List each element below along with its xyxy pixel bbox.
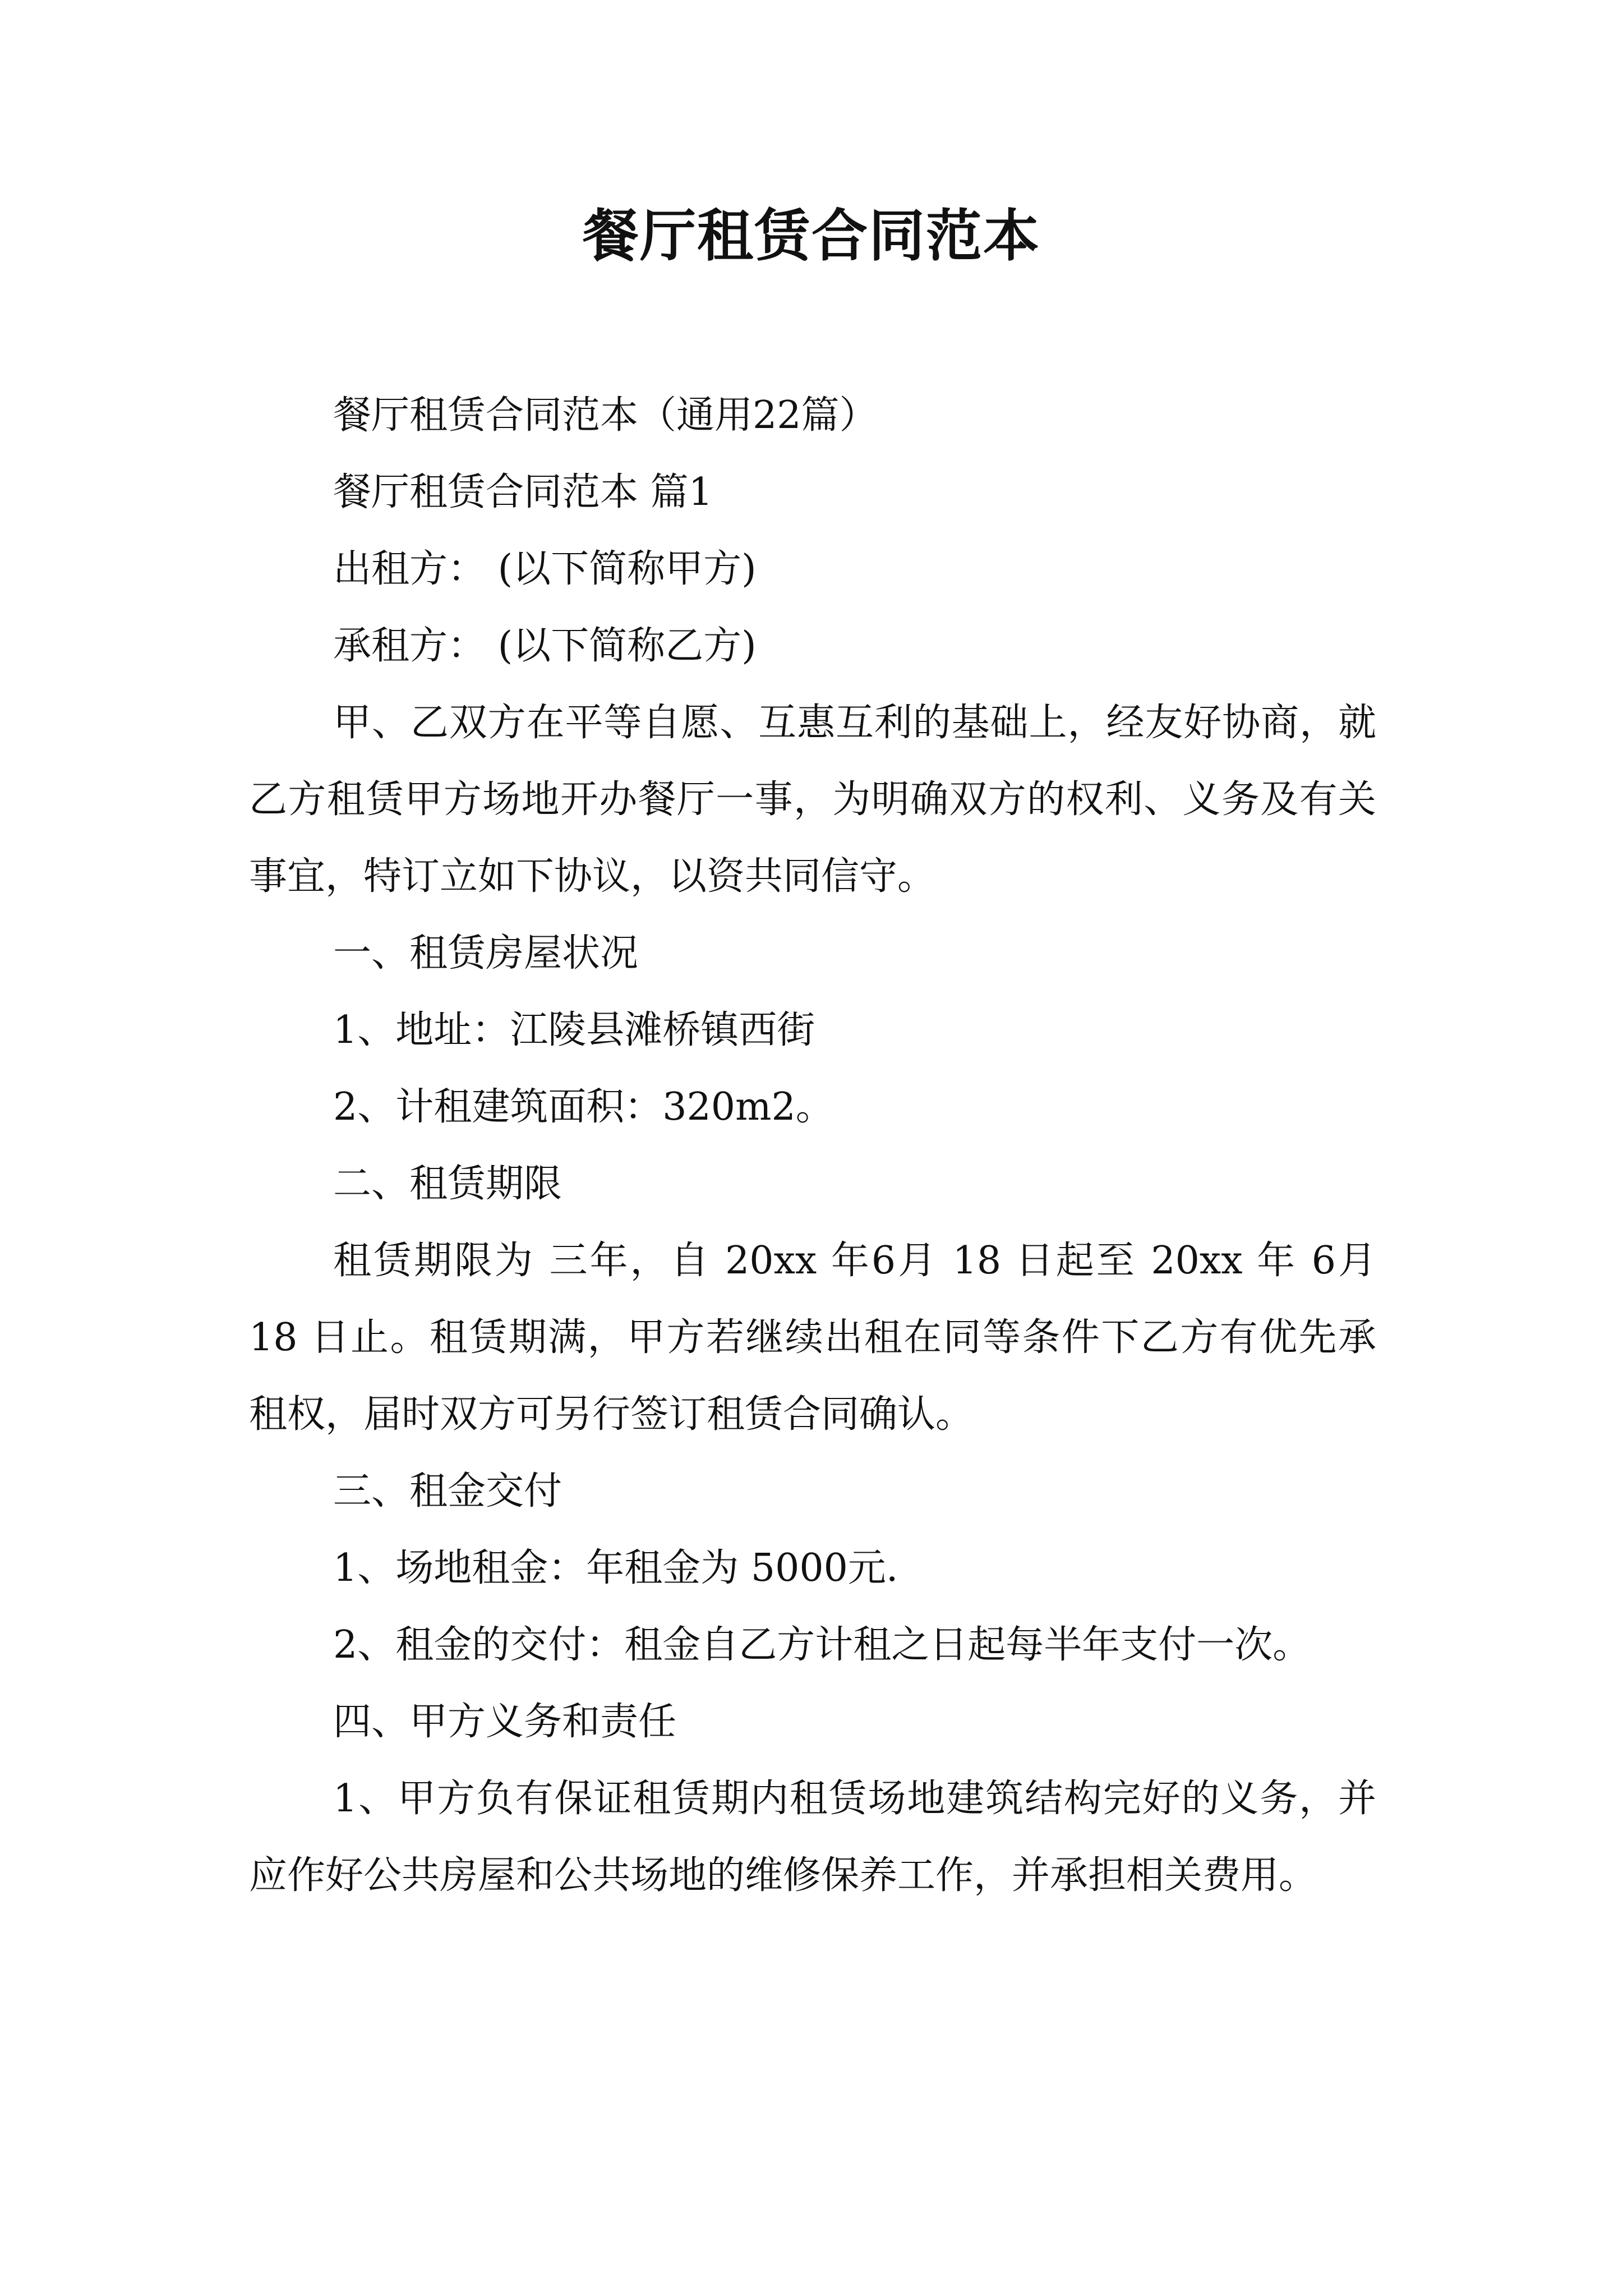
paragraph-section-heading: 餐厅租赁合同范本 篇1 [333,470,713,514]
paragraph-rent-amount: 1、场地租金：年租金为 5000元. [333,1546,898,1590]
heading-lessor-duties: 四、甲方义务和责任 [333,1700,677,1744]
paragraph-term: 租赁期限为 三年，自 20xx 年6月 18 日起至 20xx 年 6月 18 日止。租赁期满，甲方若继续出租在同等条件下乙方有优先承租权，届时双方可另行签订租赁合同确认。 [249,1239,1376,1437]
paragraph-preamble: 甲、乙双方在平等自愿、互惠互利的基础上，经友好协商，就乙方租赁甲方场地开办餐厅一事，为明确双方的权利、义务及有关事宜，特订立如下协议，以资共同信守。 [249,701,1376,899]
heading-term: 二、租赁期限 [333,1162,562,1206]
paragraph-subtitle: 餐厅租赁合同范本（通用22篇） [333,393,878,438]
paragraph-rent-payment: 2、租金的交付：租金自乙方计租之日起每半年支付一次。 [333,1623,1311,1667]
paragraph-address: 1、地址：江陵县滩桥镇西街 [333,1008,815,1052]
heading-rent: 三、租金交付 [333,1469,562,1513]
document-body [249,377,1376,1914]
paragraph-lessor-duty-1: 1、甲方负有保证租赁期内租赁场地建筑结构完好的义务，并应作好公共房屋和公共场地的维修保养工作，并承担相关费用。 [249,1777,1376,1898]
paragraph-area: 2、计租建筑面积：320m2。 [333,1085,834,1129]
heading-premises: 一、租赁房屋状况 [333,931,639,976]
document-title: 餐厅租赁合同范本 [583,203,1040,269]
paragraph-lessee: 承租方： (以下简称乙方) [333,624,757,668]
paragraph-lessor: 出租方： (以下简称甲方) [333,547,757,591]
